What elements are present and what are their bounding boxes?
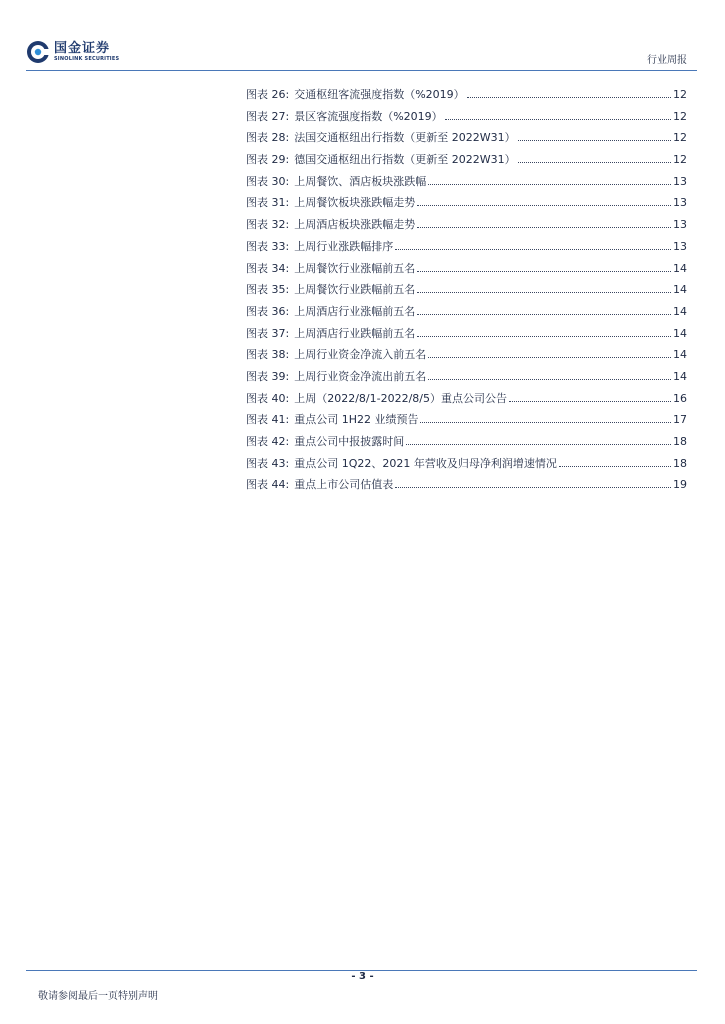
toc-entry-label: 图表 30: <box>246 174 290 188</box>
toc-dot-leader <box>417 291 671 293</box>
toc-entry-title: 上周行业涨跌幅排序 <box>294 239 394 253</box>
toc-dot-leader <box>559 465 671 467</box>
toc-entry-page: 14 <box>673 283 687 297</box>
toc-dot-leader <box>417 226 671 228</box>
toc-entry-label: 图表 32: <box>246 218 290 232</box>
toc-entry-page: 12 <box>673 109 687 123</box>
toc-entry-label: 图表 36: <box>246 304 290 318</box>
toc-entry-page: 13 <box>673 196 687 210</box>
toc-entry[interactable] <box>246 346 687 368</box>
toc-entry-label: 图表 42: <box>246 435 290 448</box>
toc-entry[interactable] <box>246 433 687 455</box>
toc-dot-leader <box>420 421 671 423</box>
toc-entry-title: 上周餐饮行业涨幅前五名 <box>294 261 416 275</box>
toc-entry-label: 图表 43: <box>246 456 290 470</box>
logo-mark-icon <box>26 40 50 64</box>
toc-entry-title: 上周酒店行业跌幅前五名 <box>294 326 416 340</box>
toc-entry[interactable] <box>246 303 687 325</box>
toc-entry-page: 14 <box>673 304 687 318</box>
toc-entry[interactable] <box>246 129 687 151</box>
toc-entry-label: 图表 35: <box>246 283 290 297</box>
toc-entry-title: 重点公司 1H22 业绩预告 <box>294 413 419 427</box>
toc-entry-label: 图表 41: <box>246 413 290 427</box>
toc-entry-page: 16 <box>673 391 687 405</box>
toc-dot-leader <box>428 356 671 358</box>
toc-entry-label: 图表 27: <box>246 109 290 123</box>
toc-entry[interactable] <box>246 194 687 216</box>
table-of-figures <box>246 86 687 498</box>
toc-dot-leader <box>428 183 671 185</box>
toc-entry-title: 上周酒店行业涨幅前五名 <box>294 304 416 318</box>
logo-text <box>54 42 119 63</box>
toc-dot-leader <box>417 313 671 315</box>
toc-entry-page: 18 <box>673 435 687 448</box>
toc-entry-page: 14 <box>673 348 687 362</box>
toc-entry[interactable] <box>246 216 687 238</box>
toc-entry-label: 图表 26: <box>246 88 290 101</box>
toc-entry-title: 上周酒店板块涨跌幅走势 <box>294 218 416 232</box>
toc-entry-label: 图表 31: <box>246 196 290 210</box>
toc-entry[interactable] <box>246 108 687 130</box>
toc-entry[interactable] <box>246 173 687 195</box>
toc-dot-leader <box>428 378 671 380</box>
toc-entry[interactable] <box>246 476 687 498</box>
toc-entry[interactable] <box>246 260 687 282</box>
toc-entry-page: 12 <box>673 153 687 167</box>
disclaimer-note: 敬请参阅最后一页特别声明 <box>38 991 158 1002</box>
report-type: 行业周报 <box>647 55 687 66</box>
toc-entry-page: 14 <box>673 261 687 275</box>
toc-dot-leader <box>417 335 671 337</box>
toc-entry-title: 德国交通枢纽出行指数（更新至 2022W31） <box>294 153 516 167</box>
toc-entry-title: 上周（2022/8/1-2022/8/5）重点公司公告 <box>294 391 507 405</box>
company-logo <box>26 40 119 64</box>
page-number: - 3 - <box>351 971 374 982</box>
toc-entry[interactable] <box>246 390 687 412</box>
toc-entry-title: 重点公司中报披露时间 <box>294 435 405 448</box>
toc-dot-leader <box>395 248 671 250</box>
toc-entry-page: 13 <box>673 239 687 253</box>
toc-entry-page: 12 <box>673 88 687 101</box>
toc-entry[interactable] <box>246 281 687 303</box>
toc-entry-label: 图表 40: <box>246 391 290 405</box>
toc-dot-leader <box>518 161 671 163</box>
toc-dot-leader <box>509 400 671 402</box>
toc-entry-label: 图表 34: <box>246 261 290 275</box>
toc-dot-leader <box>406 443 671 445</box>
toc-dot-leader <box>395 486 671 488</box>
toc-entry[interactable] <box>246 455 687 477</box>
toc-entry-title: 重点公司 1Q22、2021 年营收及归母净利润增速情况 <box>294 456 557 470</box>
header-divider <box>26 70 697 71</box>
toc-entry[interactable] <box>246 151 687 173</box>
toc-entry-title: 上周行业资金净流出前五名 <box>294 369 427 383</box>
logo-chinese-name: 国金证券 <box>54 40 111 56</box>
toc-entry-label: 图表 44: <box>246 478 290 492</box>
toc-dot-leader <box>518 139 671 141</box>
toc-entry[interactable] <box>246 86 687 108</box>
logo-english-name: SINOLINK SECURITIES <box>54 55 120 62</box>
toc-entry-page: 19 <box>673 478 687 492</box>
toc-entry-title: 交通枢纽客流强度指数（%2019） <box>294 88 465 101</box>
toc-dot-leader <box>417 270 671 272</box>
toc-dot-leader <box>467 96 671 98</box>
toc-dot-leader <box>445 118 671 120</box>
toc-entry-label: 图表 39: <box>246 369 290 383</box>
toc-entry[interactable] <box>246 411 687 433</box>
toc-entry-label: 图表 29: <box>246 153 290 167</box>
toc-entry-title: 上周餐饮行业跌幅前五名 <box>294 283 416 297</box>
toc-entry-label: 图表 28: <box>246 131 290 145</box>
toc-entry-page: 13 <box>673 174 687 188</box>
toc-entry-title: 上周行业资金净流入前五名 <box>294 348 427 362</box>
toc-entry-label: 图表 38: <box>246 348 290 362</box>
toc-entry-page: 14 <box>673 369 687 383</box>
toc-entry-page: 14 <box>673 326 687 340</box>
toc-entry-page: 17 <box>673 413 687 427</box>
toc-entry[interactable] <box>246 368 687 390</box>
page-header <box>0 0 725 72</box>
toc-entry[interactable] <box>246 238 687 260</box>
toc-entry-title: 景区客流强度指数（%2019） <box>294 109 443 123</box>
toc-entry-title: 上周餐饮板块涨跌幅走势 <box>294 196 416 210</box>
toc-entry-page: 13 <box>673 218 687 232</box>
toc-entry-page: 12 <box>673 131 687 145</box>
toc-entry[interactable] <box>246 325 687 347</box>
toc-entry-title: 重点上市公司估值表 <box>294 478 394 492</box>
toc-entry-label: 图表 33: <box>246 239 290 253</box>
toc-entry-label: 图表 37: <box>246 326 290 340</box>
toc-entry-title: 法国交通枢纽出行指数（更新至 2022W31） <box>294 131 516 145</box>
toc-dot-leader <box>417 204 671 206</box>
toc-entry-page: 18 <box>673 456 687 470</box>
toc-entry-title: 上周餐饮、酒店板块涨跌幅 <box>294 174 427 188</box>
